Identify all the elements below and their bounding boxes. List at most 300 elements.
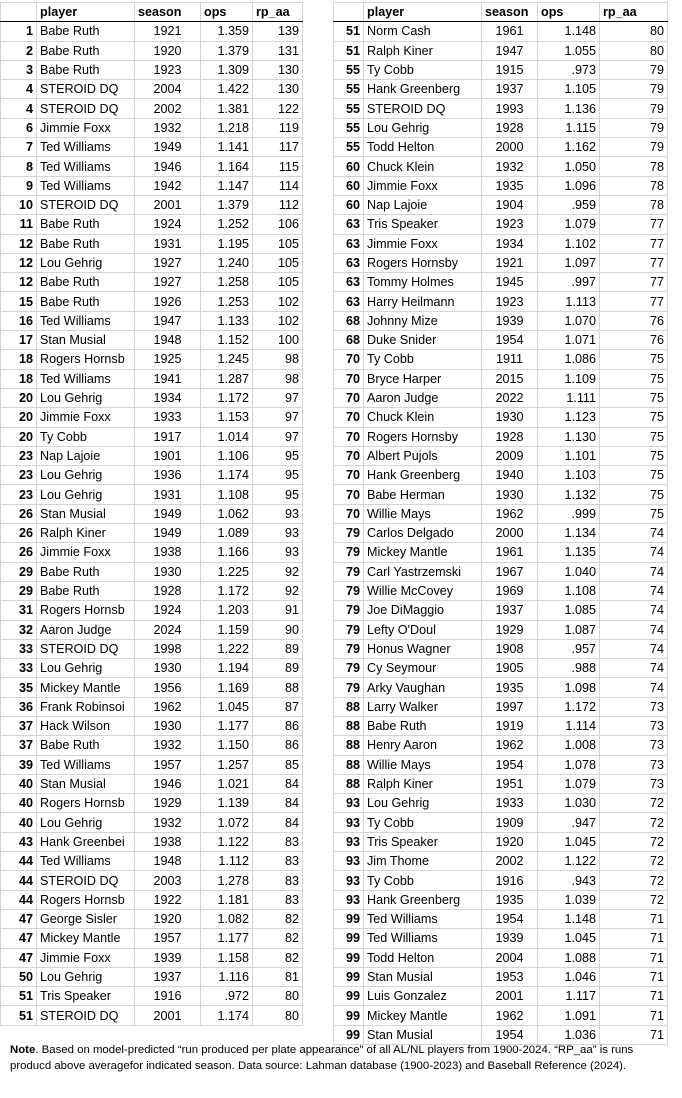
header-player: player (364, 3, 482, 22)
rank-cell: 26 (1, 524, 37, 543)
header-season: season (482, 3, 538, 22)
player-cell: Tommy Holmes (364, 273, 482, 292)
rank-cell: 43 (1, 832, 37, 851)
rp-aa-cell: 102 (253, 311, 303, 330)
rp-aa-cell: 74 (600, 678, 668, 697)
season-cell: 1939 (482, 929, 538, 948)
season-cell: 2002 (482, 852, 538, 871)
ops-cell: 1.195 (201, 234, 253, 253)
ops-cell: 1.177 (201, 929, 253, 948)
ops-cell: .973 (538, 60, 600, 79)
table-row (1, 716, 303, 735)
season-cell: 1934 (482, 234, 538, 253)
rank-cell: 99 (334, 909, 364, 928)
ops-cell: 1.141 (201, 138, 253, 157)
table-row (334, 253, 668, 272)
table-row (334, 755, 668, 774)
player-cell: Ted Williams (37, 755, 135, 774)
player-cell: Babe Ruth (37, 736, 135, 755)
table-row (334, 80, 668, 99)
ops-cell: 1.109 (538, 369, 600, 388)
player-cell: Rogers Hornsby (364, 427, 482, 446)
rp-aa-cell: 102 (253, 292, 303, 311)
ops-cell: 1.045 (538, 929, 600, 948)
table-row (334, 736, 668, 755)
ops-cell: 1.050 (538, 157, 600, 176)
table-row (1, 852, 303, 871)
season-cell: 1947 (135, 311, 201, 330)
player-cell: Stan Musial (37, 504, 135, 523)
rank-cell: 47 (1, 909, 37, 928)
season-cell: 1969 (482, 581, 538, 600)
season-cell: 1949 (135, 504, 201, 523)
season-cell: 1961 (482, 543, 538, 562)
rank-cell: 23 (1, 446, 37, 465)
rp-aa-cell: 75 (600, 388, 668, 407)
season-cell: 1997 (482, 697, 538, 716)
table-row (334, 543, 668, 562)
season-cell: 1962 (135, 697, 201, 716)
player-cell: Jimmie Foxx (37, 543, 135, 562)
rp-aa-cell: 81 (253, 967, 303, 986)
table-row (1, 678, 303, 697)
rp-aa-cell: 105 (253, 234, 303, 253)
season-cell: 1934 (135, 388, 201, 407)
season-cell: 2001 (135, 1006, 201, 1025)
season-cell: 1932 (482, 157, 538, 176)
ops-cell: 1.087 (538, 620, 600, 639)
ops-cell: 1.122 (538, 852, 600, 871)
player-cell: Albert Pujols (364, 446, 482, 465)
ops-cell: 1.172 (201, 581, 253, 600)
player-cell: STEROID DQ (37, 871, 135, 890)
ops-cell: 1.008 (538, 736, 600, 755)
rp-aa-cell: 73 (600, 716, 668, 735)
rp-aa-cell: 74 (600, 601, 668, 620)
rp-aa-cell: 82 (253, 929, 303, 948)
ops-cell: 1.021 (201, 774, 253, 793)
rp-aa-cell: 73 (600, 774, 668, 793)
rank-cell: 93 (334, 871, 364, 890)
table-row (1, 22, 303, 41)
season-cell: 1915 (482, 60, 538, 79)
rank-cell: 68 (334, 331, 364, 350)
season-cell: 1932 (135, 736, 201, 755)
rp-aa-cell: 98 (253, 369, 303, 388)
player-cell: Carl Yastrzemski (364, 562, 482, 581)
ops-cell: 1.152 (201, 331, 253, 350)
table-row (334, 350, 668, 369)
table-row (1, 350, 303, 369)
rp-aa-cell: 71 (600, 967, 668, 986)
player-cell: Norm Cash (364, 22, 482, 41)
rp-aa-cell: 80 (253, 987, 303, 1006)
table-row (1, 80, 303, 99)
player-cell: Aaron Judge (364, 388, 482, 407)
table-row (1, 369, 303, 388)
table-row (1, 234, 303, 253)
ops-cell: 1.136 (538, 99, 600, 118)
note-text: . Based on model-predicted “run produced per plate appearance” of all AL/NL players from 1900-2024. “RP_aa” is runs producd above averagefor indicated season. Data source: Lahman database (1900-2023) and Baseball Reference (2024). (10, 1044, 634, 1072)
season-cell: 2001 (135, 195, 201, 214)
rp-aa-cell: 130 (253, 80, 303, 99)
rank-cell: 26 (1, 543, 37, 562)
season-cell: 1905 (482, 659, 538, 678)
table-row (1, 504, 303, 523)
season-cell: 1909 (482, 813, 538, 832)
rp-aa-cell: 77 (600, 253, 668, 272)
ops-cell: 1.072 (201, 813, 253, 832)
ops-cell: 1.381 (201, 99, 253, 118)
player-cell: Mickey Mantle (364, 543, 482, 562)
table-row (334, 581, 668, 600)
season-cell: 1937 (482, 601, 538, 620)
rank-cell: 33 (1, 659, 37, 678)
left-table-body (1, 22, 303, 1025)
rp-aa-cell: 75 (600, 427, 668, 446)
table-row (334, 967, 668, 986)
rank-cell: 79 (334, 524, 364, 543)
rank-cell: 12 (1, 253, 37, 272)
rp-aa-cell: 72 (600, 890, 668, 909)
season-cell: 1932 (135, 813, 201, 832)
ops-cell: 1.091 (538, 1006, 600, 1025)
rank-cell: 55 (334, 60, 364, 79)
rank-cell: 79 (334, 639, 364, 658)
rank-cell: 93 (334, 813, 364, 832)
ops-cell: 1.194 (201, 659, 253, 678)
table-row (334, 659, 668, 678)
player-cell: Willie Mays (364, 755, 482, 774)
ops-cell: 1.225 (201, 562, 253, 581)
rank-cell: 70 (334, 350, 364, 369)
ops-cell: 1.116 (201, 967, 253, 986)
player-cell: Ty Cobb (364, 350, 482, 369)
rank-cell: 79 (334, 581, 364, 600)
rp-aa-cell: 87 (253, 697, 303, 716)
rp-aa-cell: 75 (600, 446, 668, 465)
rp-aa-cell: 80 (600, 41, 668, 60)
rank-cell: 44 (1, 871, 37, 890)
rp-aa-cell: 75 (600, 350, 668, 369)
season-cell: 2001 (482, 987, 538, 1006)
table-row (1, 138, 303, 157)
rank-cell: 70 (334, 369, 364, 388)
table-row (334, 176, 668, 195)
rank-cell: 99 (334, 967, 364, 986)
ops-cell: 1.089 (201, 524, 253, 543)
table-row (1, 543, 303, 562)
table-row (334, 485, 668, 504)
season-cell: 2009 (482, 446, 538, 465)
season-cell: 1926 (135, 292, 201, 311)
table-row (334, 388, 668, 407)
season-cell: 2002 (135, 99, 201, 118)
season-cell: 1911 (482, 350, 538, 369)
rank-cell: 32 (1, 620, 37, 639)
player-cell: Johnny Mize (364, 311, 482, 330)
season-cell: 1962 (482, 504, 538, 523)
table-row (1, 813, 303, 832)
player-cell: Babe Ruth (37, 60, 135, 79)
ops-cell: 1.181 (201, 890, 253, 909)
table-row (1, 929, 303, 948)
rp-aa-cell: 74 (600, 639, 668, 658)
player-cell: Hank Greenberg (364, 466, 482, 485)
ops-cell: 1.159 (201, 620, 253, 639)
ops-cell: 1.147 (201, 176, 253, 195)
rank-cell: 79 (334, 678, 364, 697)
ops-cell: 1.122 (201, 832, 253, 851)
player-cell: Joe DiMaggio (364, 601, 482, 620)
rp-aa-cell: 83 (253, 871, 303, 890)
table-row (1, 273, 303, 292)
rank-cell: 4 (1, 99, 37, 118)
season-cell: 1954 (482, 1025, 538, 1044)
rp-aa-cell: 84 (253, 774, 303, 793)
rank-cell: 9 (1, 176, 37, 195)
ops-cell: 1.071 (538, 331, 600, 350)
rank-cell: 16 (1, 311, 37, 330)
season-cell: 1930 (482, 408, 538, 427)
ops-cell: 1.040 (538, 562, 600, 581)
player-cell: Hack Wilson (37, 716, 135, 735)
rank-cell: 99 (334, 948, 364, 967)
rp-aa-cell: 105 (253, 273, 303, 292)
ops-cell: 1.112 (201, 852, 253, 871)
header-ops: ops (538, 3, 600, 22)
ops-cell: 1.078 (538, 755, 600, 774)
season-cell: 1946 (135, 157, 201, 176)
rp-aa-cell: 71 (600, 1025, 668, 1044)
ops-cell: .999 (538, 504, 600, 523)
rank-cell: 70 (334, 388, 364, 407)
ops-cell: 1.132 (538, 485, 600, 504)
player-cell: Lou Gehrig (364, 794, 482, 813)
rank-cell: 60 (334, 195, 364, 214)
player-cell: Rogers Hornsb (37, 350, 135, 369)
player-cell: Jimmie Foxx (37, 948, 135, 967)
rp-aa-cell: 79 (600, 118, 668, 137)
rank-cell: 35 (1, 678, 37, 697)
ops-cell: 1.113 (538, 292, 600, 311)
rp-aa-cell: 85 (253, 755, 303, 774)
rank-cell: 79 (334, 562, 364, 581)
season-cell: 1923 (482, 292, 538, 311)
player-cell: Stan Musial (364, 1025, 482, 1044)
season-cell: 1938 (135, 543, 201, 562)
season-cell: 1945 (482, 273, 538, 292)
rank-cell: 88 (334, 736, 364, 755)
rank-cell: 88 (334, 774, 364, 793)
table-row (1, 774, 303, 793)
player-cell: STEROID DQ (37, 80, 135, 99)
player-cell: Bryce Harper (364, 369, 482, 388)
player-cell: Hank Greenberg (364, 890, 482, 909)
player-cell: Cy Seymour (364, 659, 482, 678)
rp-aa-cell: 79 (600, 99, 668, 118)
player-cell: Nap Lajoie (364, 195, 482, 214)
rp-aa-cell: 74 (600, 659, 668, 678)
rp-aa-cell: 83 (253, 832, 303, 851)
rp-aa-cell: 74 (600, 620, 668, 639)
rank-cell: 26 (1, 504, 37, 523)
rank-cell: 55 (334, 138, 364, 157)
rank-cell: 36 (1, 697, 37, 716)
player-cell: Mickey Mantle (37, 678, 135, 697)
rp-aa-cell: 76 (600, 331, 668, 350)
table-row (334, 832, 668, 851)
ops-cell: 1.379 (201, 195, 253, 214)
player-cell: Ralph Kiner (364, 41, 482, 60)
player-cell: Babe Herman (364, 485, 482, 504)
rp-aa-cell: 122 (253, 99, 303, 118)
ops-cell: 1.106 (201, 446, 253, 465)
table-row (1, 967, 303, 986)
ops-cell: 1.108 (201, 485, 253, 504)
player-cell: Aaron Judge (37, 620, 135, 639)
season-cell: 1932 (135, 118, 201, 137)
rp-aa-cell: 119 (253, 118, 303, 137)
table-note (10, 1043, 672, 1074)
ops-cell: 1.172 (538, 697, 600, 716)
table-row (334, 60, 668, 79)
ops-cell: 1.114 (538, 716, 600, 735)
rank-cell: 63 (334, 273, 364, 292)
table-row (334, 871, 668, 890)
ops-cell: .997 (538, 273, 600, 292)
player-cell: Ty Cobb (364, 813, 482, 832)
season-cell: 1953 (482, 967, 538, 986)
table-row (334, 929, 668, 948)
player-cell: STEROID DQ (37, 639, 135, 658)
header-rank (334, 3, 364, 22)
player-cell: Harry Heilmann (364, 292, 482, 311)
season-cell: 1998 (135, 639, 201, 658)
table-row (1, 1006, 303, 1025)
rp-aa-cell: 75 (600, 369, 668, 388)
player-cell: Ted Williams (364, 929, 482, 948)
table-row (1, 253, 303, 272)
rank-cell: 37 (1, 716, 37, 735)
rank-cell: 47 (1, 948, 37, 967)
season-cell: 1921 (135, 22, 201, 41)
table-row (334, 813, 668, 832)
season-cell: 1938 (135, 832, 201, 851)
player-cell: Willie McCovey (364, 581, 482, 600)
ops-cell: 1.174 (201, 466, 253, 485)
player-cell: Honus Wagner (364, 639, 482, 658)
player-cell: Rogers Hornsby (364, 253, 482, 272)
player-cell: Jimmie Foxx (37, 408, 135, 427)
table-row (1, 388, 303, 407)
header-season: season (135, 3, 201, 22)
rank-cell: 51 (1, 1006, 37, 1025)
player-cell: Jimmie Foxx (37, 118, 135, 137)
rp-aa-cell: 106 (253, 215, 303, 234)
season-cell: 1954 (482, 755, 538, 774)
season-cell: 1923 (135, 60, 201, 79)
player-cell: Ty Cobb (37, 427, 135, 446)
table-row (334, 716, 668, 735)
rank-cell: 51 (334, 22, 364, 41)
season-cell: 1921 (482, 253, 538, 272)
player-cell: Lou Gehrig (364, 118, 482, 137)
season-cell: 1930 (135, 716, 201, 735)
ops-cell: 1.088 (538, 948, 600, 967)
player-cell: Rogers Hornsb (37, 890, 135, 909)
season-cell: 1948 (135, 852, 201, 871)
player-cell: Willie Mays (364, 504, 482, 523)
table-row (1, 118, 303, 137)
rank-cell: 2 (1, 41, 37, 60)
rank-cell: 93 (334, 794, 364, 813)
table-row (1, 176, 303, 195)
rank-cell: 47 (1, 929, 37, 948)
rp-aa-cell: 95 (253, 466, 303, 485)
season-cell: 1940 (482, 466, 538, 485)
table-row (1, 794, 303, 813)
rank-cell: 31 (1, 601, 37, 620)
rank-cell: 99 (334, 1006, 364, 1025)
table-row (1, 157, 303, 176)
rank-cell: 51 (1, 987, 37, 1006)
rp-aa-cell: 75 (600, 485, 668, 504)
ops-cell: 1.111 (538, 388, 600, 407)
rp-aa-cell: 84 (253, 813, 303, 832)
season-cell: 1924 (135, 215, 201, 234)
player-cell: Stan Musial (37, 331, 135, 350)
player-cell: Ted Williams (37, 369, 135, 388)
player-cell: Ralph Kiner (37, 524, 135, 543)
rank-cell: 70 (334, 504, 364, 523)
player-cell: Lefty O'Doul (364, 620, 482, 639)
rp-aa-cell: 77 (600, 292, 668, 311)
player-cell: STEROID DQ (37, 1006, 135, 1025)
rank-cell: 63 (334, 292, 364, 311)
rank-cell: 79 (334, 543, 364, 562)
rp-aa-cell: 78 (600, 176, 668, 195)
rank-cell: 99 (334, 1025, 364, 1044)
season-cell: 2015 (482, 369, 538, 388)
rp-aa-cell: 95 (253, 485, 303, 504)
season-cell: 1962 (482, 1006, 538, 1025)
rank-cell: 8 (1, 157, 37, 176)
rank-cell: 29 (1, 581, 37, 600)
rp-aa-cell: 82 (253, 909, 303, 928)
table-row (334, 601, 668, 620)
rank-cell: 79 (334, 659, 364, 678)
table-row (1, 659, 303, 678)
player-cell: Tris Speaker (364, 832, 482, 851)
ops-cell: 1.158 (201, 948, 253, 967)
season-cell: 1930 (135, 659, 201, 678)
ops-cell: 1.252 (201, 215, 253, 234)
rp-aa-cell: 89 (253, 639, 303, 658)
rank-cell: 20 (1, 388, 37, 407)
rp-aa-cell: 131 (253, 41, 303, 60)
ops-cell: 1.153 (201, 408, 253, 427)
table-row (1, 697, 303, 716)
season-cell: 1901 (135, 446, 201, 465)
player-cell: Ralph Kiner (364, 774, 482, 793)
ops-cell: 1.030 (538, 794, 600, 813)
table-row (1, 948, 303, 967)
player-cell: Arky Vaughan (364, 678, 482, 697)
table-row (334, 466, 668, 485)
table-row (334, 987, 668, 1006)
season-cell: 1931 (135, 234, 201, 253)
